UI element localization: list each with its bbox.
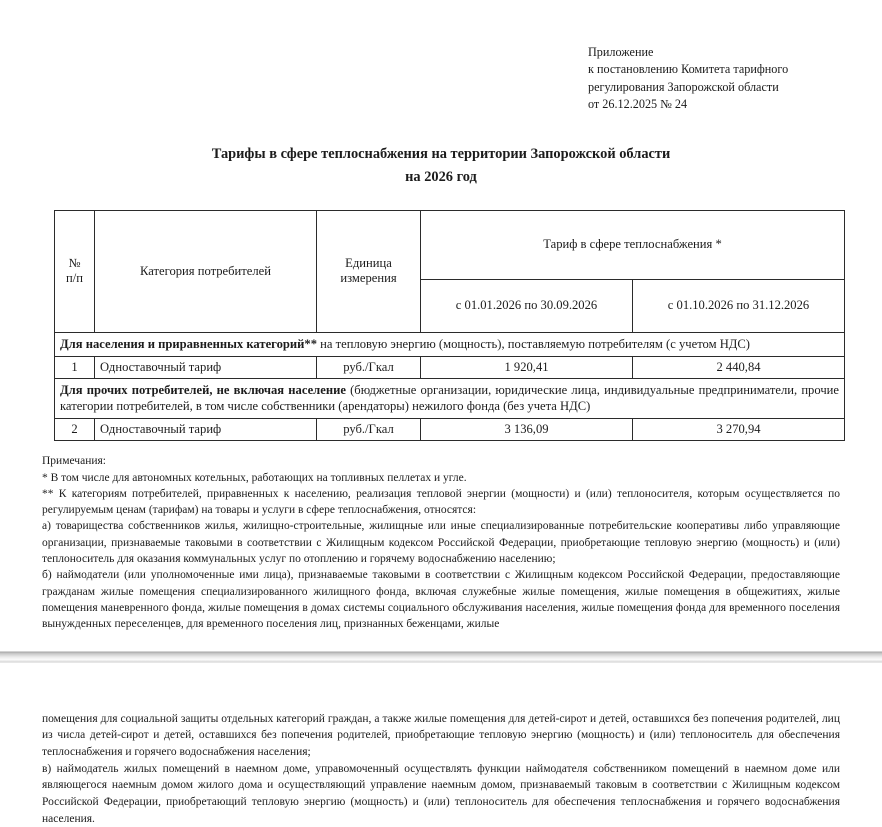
column-header-unit-line2: измерения — [340, 271, 397, 286]
column-header-category: Категория потребителей — [95, 210, 317, 332]
appendix-line-4: от 26.12.2025 № 24 — [588, 96, 688, 111]
column-header-period-1: с 01.01.2026 по 30.09.2026 — [421, 279, 633, 332]
row-category-1: Одноставочный тариф — [95, 356, 317, 378]
page-title-line-1: Тарифы в сфере теплоснабжения на территории Запорожской области — [211, 146, 671, 163]
note-item-v: в) наймодатель жилых помещений в наемном доме, управомоченный осуществлять функции наймодателя собственником помещений в наемном доме или являющегося наемным домом жилого дома и осуществляющий управление наемным домом, признаваемый таковым в соответствии с Жилищным кодексом Российской Федерации, приобретающий тепловую энергию (мощность) и (или) теплоноситель для обеспечения теплоснабжения и горячего водоснабжения населения. — [42, 762, 840, 825]
row-number-2: 2 — [55, 419, 95, 441]
column-header-number — [55, 210, 95, 332]
section-rest-text-population: на тепловую энергию (мощность), поставляемую потребителям (с учетом НДС) — [317, 336, 750, 351]
row-value-period2-1: 2 440,84 — [633, 356, 845, 378]
table-section-row — [55, 378, 845, 418]
tariff-table-body — [55, 332, 845, 440]
note-item-b-continued: помещения для социальной защиты отдельных категорий граждан, а также жилые помещения для детей-сирот и детей, оставшихся без попечения родителей, лиц из числа детей-сирот и детей, оставшихся без попечения родителей, приобретающие тепловую энергию (мощность) и (или) теплоноситель для обеспечения теплоснабжения и горячего водоснабжения населения; — [42, 712, 840, 759]
column-header-tariff-group: Тариф в сфере теплоснабжения * — [421, 210, 845, 279]
row-unit-1: руб./Гкал — [317, 356, 421, 378]
table-header-row-main — [55, 210, 845, 279]
note-item-a: а) товарищества собственников жилья, жилищно-строительные, жилищные или иные специализированные потребительские кооперативы либо управляющие организации, признаваемые таковыми в соответствии с Жилищным кодексом Российской Федерации, приобретающие тепловую энергию (мощность) и (или) теплоноситель для оказания коммунальных услуг по отоплению и горячему водоснабжению населению; — [42, 520, 840, 566]
notes-continued-block — [42, 711, 840, 827]
note-item-b: б) наймодатели (или уполномоченные ими лица), признаваемые таковыми в соответствии с Жилищным кодексом Российской Федерации, предоставляющие гражданам жилые помещения специализированного жилищного фонда, включая служебные жилые помещения, жилые помещения в общежитиях, жилые помещения маневренного фонда, жилые помещения в домах системы социального обслуживания населения, жилые помещения фонда для временного поселения вынужденных переселенцев, для временного поселения лиц, признанных беженцами, жилые — [42, 569, 840, 631]
notes-block — [42, 453, 840, 633]
section-description-population — [55, 332, 845, 356]
column-header-number-line2: п/п — [66, 271, 83, 286]
notes-heading: Примечания: — [42, 455, 106, 468]
tariff-table-head — [55, 210, 845, 332]
section-rest-text-other: (бюджетные организации, юридические лица, индивидуальные предприниматели, прочие категории потребителей, в том числе собственники (арендаторы) нежилого фонда (без учета НДС) — [60, 382, 839, 414]
document-page-two — [0, 699, 882, 827]
row-category-2: Одноставочный тариф — [95, 419, 317, 441]
note-double-asterisk: ** К категориям потребителей, приравненных к населению, реализация тепловой энергии (мощности) и (или) теплоносителя, которым осуществляется по регулируемым ценам (тарифам) на товары и услуги в сфере теплоснабжения, относятся: — [42, 487, 840, 517]
tariff-table — [54, 210, 845, 441]
page-break-separator — [0, 639, 882, 699]
column-header-unit-line1: Единица — [345, 255, 392, 270]
row-number-1: 1 — [55, 356, 95, 378]
table-row — [55, 356, 845, 378]
page-title — [42, 143, 840, 188]
row-value-period1-2: 3 136,09 — [421, 419, 633, 441]
appendix-line-2: к постановлению Комитета тарифного — [588, 62, 789, 77]
page-title-line-2: на 2026 год — [405, 168, 477, 185]
row-value-period1-1: 1 920,41 — [421, 356, 633, 378]
section-description-other — [55, 378, 845, 418]
row-value-period2-2: 3 270,94 — [633, 419, 845, 441]
column-header-number-line1: № — [68, 255, 81, 270]
appendix-line-3: регулирования Запорожской области — [588, 79, 779, 94]
table-section-row — [55, 332, 845, 356]
note-single-asterisk: * В том числе для автономных котельных, работающих на топливных пеллетах и угле. — [42, 471, 467, 484]
section-bold-label-population: Для населения и приравненных категорий** — [60, 336, 317, 351]
table-row — [55, 419, 845, 441]
column-header-period-2: с 01.10.2026 по 31.12.2026 — [633, 279, 845, 332]
column-header-unit — [317, 210, 421, 332]
appendix-reference-block — [42, 0, 840, 113]
appendix-line-1: Приложение — [588, 45, 654, 59]
page-break-band — [0, 651, 882, 663]
section-bold-label-other: Для прочих потребителей, не включая население — [60, 382, 346, 397]
row-unit-2: руб./Гкал — [317, 419, 421, 441]
